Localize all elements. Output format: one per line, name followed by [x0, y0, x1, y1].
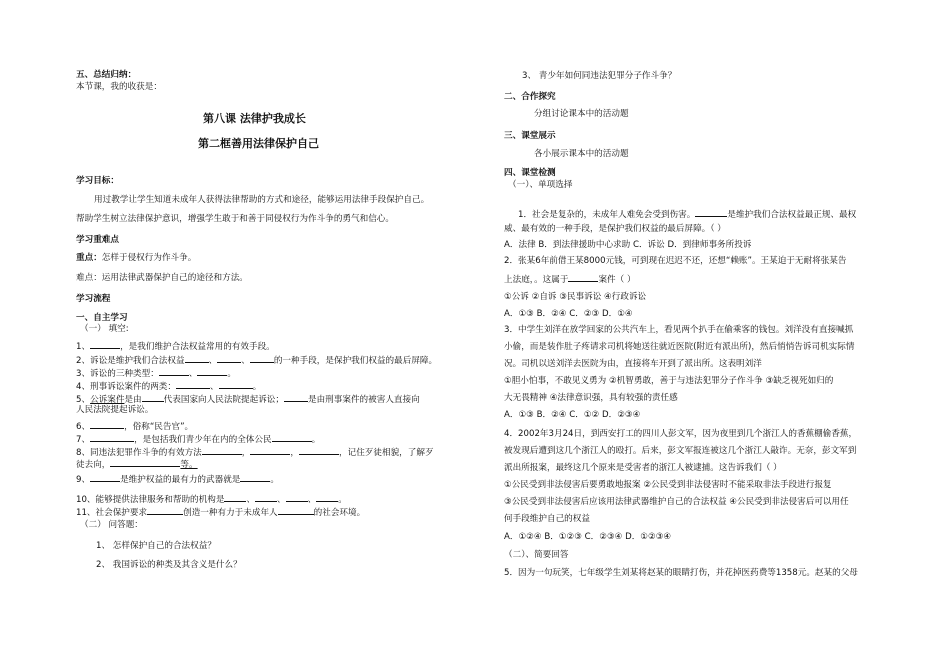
blank[interactable] [316, 493, 338, 502]
fill-question-8: 8、同违法犯罪作斗争的有效方法 ， ， ，记住歹徒相貌，了解歹 [76, 448, 434, 458]
mc-question-3-cont-2: 况。司机以送刘洋去医院为由，直接将车开到了派出所。这表明刘洋 [504, 359, 762, 369]
lesson-title: 第八课 法律护我成长 [203, 112, 306, 125]
blank[interactable] [90, 420, 124, 429]
lesson-subtitle: 第二框善用法律保护自己 [198, 137, 319, 150]
coop-text: 分组讨论课本中的活动题 [534, 109, 629, 119]
show-heading: 三、课堂展示 [504, 131, 556, 141]
mc-question-4-options: A．①②④ B．①②③ C．②③④ D．①②③④ [504, 532, 672, 542]
blank[interactable] [90, 340, 120, 349]
mc-question-4: 4．2002年3月24日，到西安打工的四川人彭文军，因为夜里到几个浙江人的香蕉棚偷香蕉， [504, 429, 858, 439]
test-heading: 四、课堂检测 [504, 168, 556, 178]
mc-question-4-cont-2: 派出所报案，最终这几个原来是受害者的浙江人被逮捕。这告诉我们（ ） [504, 463, 782, 473]
mc-question-3-options: A．①③ B．②④ C．①② D．②③④ [504, 410, 641, 420]
blank[interactable] [110, 458, 180, 467]
blank[interactable] [284, 393, 308, 402]
qa-question-2: 2、 我国诉讼的种类及其含义是什么？ [96, 560, 242, 570]
blank[interactable] [568, 273, 598, 282]
goals-heading: 学习目标： [76, 176, 119, 186]
key-label: 重点： [76, 253, 102, 263]
blank[interactable] [185, 354, 209, 363]
blank[interactable] [240, 473, 270, 482]
show-text: 各小展示课本中的活动题 [534, 149, 629, 159]
key-point [76, 253, 196, 264]
goal-2: 帮助学生树立法律保护意识，增强学生敢于和善于同侵权行为作斗争的勇气和信心。 [76, 214, 394, 224]
single-choice-heading: （一）、单项选择 [508, 180, 573, 190]
difficulty-text: 难点：运用法律武器保护自己的途径和方法。 [76, 273, 248, 283]
blank[interactable] [255, 493, 277, 502]
qa-question-1: 1、 怎样保护自己的合法权益？ [96, 541, 216, 551]
qa-heading: （二） 问答题： [80, 520, 143, 530]
mc-question-2-cont: 上法庭，。这属于 案件（ ） [504, 275, 636, 285]
short-question-5: 5．因为一句玩笑，七年级学生刘某将赵某的眼睛打伤，并花掉医药费等1358元。赵某的父母 [504, 568, 858, 578]
summary-heading: 五、总结归纳： [76, 70, 137, 80]
fill-question-4: 4、刑事诉讼案件的两类： 、 。 [76, 382, 262, 392]
mc-question-3-items-2: 大无畏精神 ④法律意识强，具有较强的责任感 [504, 393, 678, 403]
blank[interactable] [159, 367, 189, 376]
mc-question-4-items-3: 何手段维护自己的权益 [504, 514, 590, 524]
mc-question-2-items: ①公诉 ②自诉 ③民事诉讼 ④行政诉讼 [504, 292, 647, 302]
blank[interactable] [90, 473, 120, 482]
blank[interactable] [695, 208, 727, 217]
mc-question-2: 2．张某6年前借王某8000元钱，可到现在迟迟不还，还想“赖账”。王某迫于无耐将张某告 [504, 256, 847, 266]
mc-question-3-items-1: ①胆小怕事，不敢见义勇为 ②机智勇敢，善于与违法犯罪分子作斗争 ③缺乏视死如归的 [504, 376, 834, 386]
fill-heading: （一） 填空: [80, 324, 129, 334]
fill-question-3: 3、诉讼的三种类型： 、 。 [76, 369, 237, 379]
blank[interactable] [250, 354, 274, 363]
fill-question-2: 2、诉讼是维护我们合法权益 、 、 的一种手段，是保护我们权益的最后屏障。 [76, 356, 438, 366]
mc-question-4-items-1: ①公民受到非法侵害后要勇敢地报案 ②公民受到非法侵害时不能采取非法手段进行报复 [504, 480, 832, 490]
fill-question-9: 9、 是维护权益的最有力的武器就是 。 [76, 475, 279, 485]
fill-question-7: 7、 ，是包括我们青少年在内的全体公民 。 [76, 435, 321, 445]
summary-text: 本节课，我的收获是： [76, 82, 162, 92]
blank[interactable] [299, 446, 339, 455]
mc-question-3-cont-1: 小偷，而是装作肚子疼请求司机将她送往就近医院(附近有派出所)，然后悄悄告诉司机实际情 [504, 342, 855, 352]
mc-question-2-options: A．①③ B．②④ C．②③ D．①④ [504, 309, 633, 319]
blank[interactable] [176, 380, 210, 389]
self-study-heading: 一、自主学习 [76, 313, 128, 323]
flow-heading: 学习流程 [76, 294, 111, 304]
goal-1: 用过教学让学生知道未成年人获得法律帮助的方式和途径，能够运用法律手段保护自己。 [94, 195, 430, 205]
blank[interactable] [147, 506, 183, 515]
blank[interactable] [272, 433, 312, 442]
mc-question-4-items-2: ③公民受到非法侵害后应该用法律武器维护自己的合法权益 ④公民受到非法侵害后可以用任 [504, 497, 849, 507]
key-heading: 学习重难点 [76, 235, 119, 245]
blank[interactable] [286, 493, 308, 502]
coop-heading: 二、合作探究 [504, 92, 556, 102]
key-text: 怎样于侵权行为作斗争。 [101, 253, 197, 263]
mc-question-1-options: A．法律 B．到法律援助中心求助 C．诉讼 D．到律师事务所投诉 [504, 240, 752, 250]
mc-question-3: 3．中学生刘洋在放学回家的公共汽车上，看见两个扒手在偷乘客的钱包。刘洋没有直接喊抓 [504, 325, 854, 335]
fill-question-5: 5、公诉案件是由 代表国家向人民法院提起诉讼； 是由刑事案件的被害人直接向 [76, 395, 420, 405]
fill-question-11: 11、社会保护要求 创造一种有力于未成年人 的社会环境。 [76, 508, 366, 518]
blank[interactable] [90, 433, 134, 442]
blank[interactable] [250, 446, 290, 455]
mc-question-4-cont-1: 被发现后遭到这几个浙江人的殴打。后来，彭文军报连被这几个浙江人敲诈。无奈，彭文军到 [504, 446, 857, 456]
blank[interactable] [217, 354, 241, 363]
fill-question-1: 1、 ，是我们维护合法权益常用的有效手段。 [76, 342, 275, 352]
fill-question-8-cont: 徒去向， 等。 [76, 460, 198, 470]
blank[interactable] [278, 506, 314, 515]
blank[interactable] [142, 393, 164, 402]
mc-question-1-cont: 威、最有效的一种手段，是保护我们权益的最后屏障。（ ） [504, 224, 726, 234]
blank[interactable] [197, 367, 227, 376]
qa-question-3: 3、 青少年如何同违法犯罪分子作斗争？ [522, 71, 677, 81]
fill-question-10: 10、能够提供法律服务和帮助的机构是 、 、 、 。 [76, 495, 347, 505]
blank[interactable] [202, 446, 242, 455]
short-answer-heading: （二）、简要回答 [504, 550, 569, 560]
blank[interactable] [219, 380, 253, 389]
fill-question-5-cont: 人民法院提起诉讼。 [76, 405, 154, 415]
mc-question-1: 1．社会是复杂的，未成年人难免会受到伤害。 是维护我们合法权益最正规、最权 [518, 210, 857, 220]
fill-question-6: 6、 ，俗称“民告官”。 [76, 422, 194, 432]
blank[interactable] [224, 493, 246, 502]
